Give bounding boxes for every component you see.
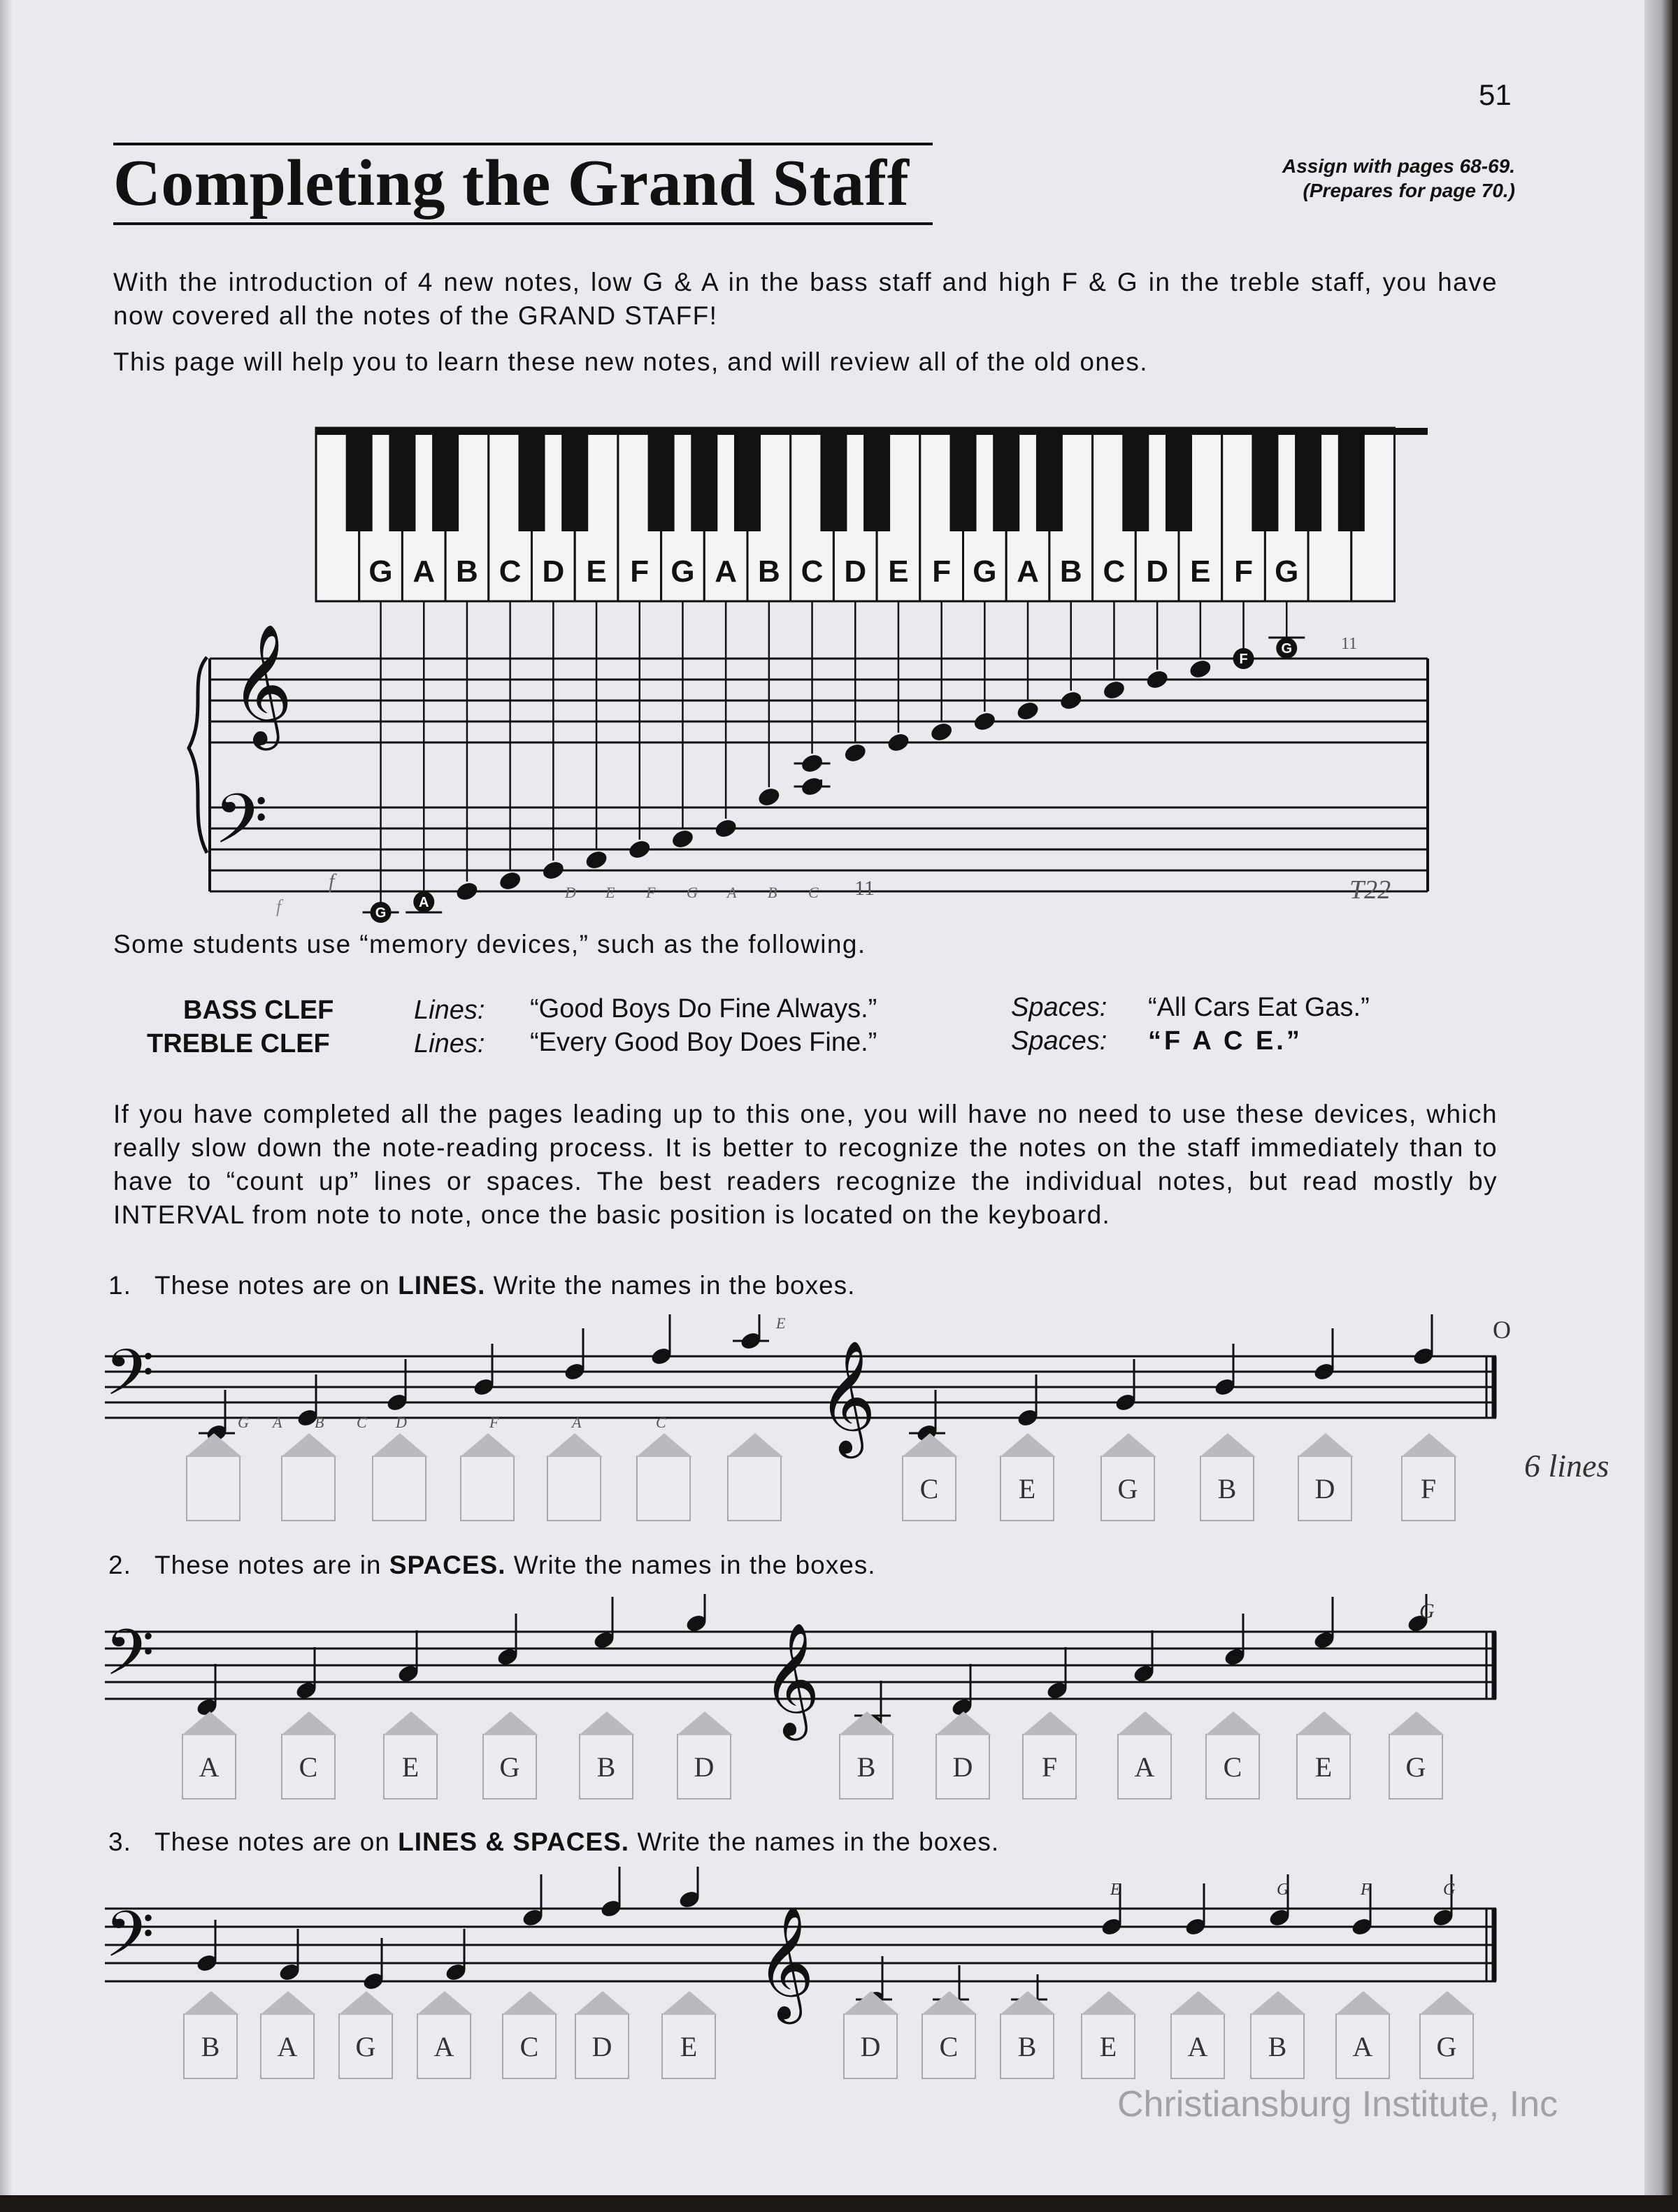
- key-letter-d: D: [1146, 554, 1169, 589]
- key-letter-a: A: [413, 554, 436, 589]
- answer-box[interactable]: [281, 1734, 336, 1800]
- answer-text: G: [1405, 1751, 1426, 1783]
- assignment-line-2: (Prepares for page 70.): [1303, 180, 1515, 201]
- pencil-letter: F: [646, 884, 656, 901]
- key-letter-g: G: [368, 554, 393, 589]
- key-letter-b: B: [757, 554, 780, 589]
- black-key: [691, 428, 717, 531]
- answer-box[interactable]: [1100, 1456, 1155, 1521]
- treble-clef-icon: 𝄞: [762, 1622, 820, 1737]
- answer-box-cap: [383, 1711, 439, 1735]
- treble-lines-mnemonic: “Every Good Boy Does Fine.”: [530, 1028, 877, 1057]
- black-key: [993, 428, 1019, 531]
- answer-box[interactable]: [843, 2013, 898, 2079]
- treble-clef-icon: 𝄞: [231, 624, 293, 745]
- pencil-letter: E: [776, 1314, 786, 1332]
- keyboard-grand-staff-figure: [0, 412, 1644, 930]
- pencil-letter: C: [808, 884, 819, 901]
- answer-box-cap: [1081, 1991, 1137, 2015]
- answer-box[interactable]: [1296, 1734, 1351, 1800]
- bass-clef-icon: 𝄢: [105, 1897, 155, 1987]
- exercise-3-staff: [0, 1867, 1644, 2076]
- note-head-c: [1101, 679, 1126, 702]
- treble-lines-label: Lines:: [414, 1029, 485, 1058]
- figure-handwriting: [276, 635, 1391, 917]
- note-head-f: [928, 721, 954, 744]
- answer-box[interactable]: [1000, 2013, 1054, 2079]
- note-head-b: [756, 786, 782, 809]
- answer-box-cap: [1419, 1991, 1475, 2015]
- answer-box-cap: [260, 1991, 316, 2015]
- answer-box[interactable]: [417, 2013, 471, 2079]
- answer-box-cap: [1100, 1433, 1156, 1457]
- note-head-d: [842, 742, 868, 765]
- page-number: 51: [1479, 78, 1512, 111]
- answer-box[interactable]: [579, 1734, 633, 1800]
- answer-box[interactable]: [1081, 2013, 1135, 2079]
- answer-box-cap: [1200, 1433, 1256, 1457]
- key-letter-b: B: [456, 554, 478, 589]
- black-key: [1295, 428, 1321, 531]
- answer-box[interactable]: [1389, 1734, 1443, 1800]
- pencil-mark: F: [1361, 1881, 1371, 1899]
- key-letter-e: E: [1190, 554, 1211, 589]
- answer-box-cap: [1117, 1711, 1173, 1735]
- answer-box[interactable]: [1401, 1456, 1456, 1521]
- answer-box-cap: [677, 1711, 733, 1735]
- answer-box[interactable]: [281, 1456, 336, 1521]
- answer-box-cap: [547, 1433, 603, 1457]
- pencil-mark: G: [1443, 1881, 1456, 1899]
- note-head-a: [1015, 700, 1040, 723]
- key-letter-d: D: [844, 554, 867, 589]
- answer-box[interactable]: [677, 1734, 731, 1800]
- bass-lines-mnemonic: “Good Boys Do Fine Always.”: [530, 994, 877, 1024]
- answer-box-cap: [839, 1711, 895, 1735]
- grand-staff-brace: [189, 657, 207, 853]
- answer-box[interactable]: [727, 1456, 782, 1521]
- pencil-letter: A: [727, 884, 737, 901]
- pencil-letter: G: [687, 884, 698, 901]
- answer-box[interactable]: [547, 1456, 601, 1521]
- black-key: [432, 428, 459, 531]
- note-head-g: [670, 828, 695, 851]
- note-head-e: [1188, 658, 1213, 681]
- answer-box[interactable]: [839, 1734, 894, 1800]
- note-head-a: [713, 817, 738, 840]
- answer-box[interactable]: [1170, 2013, 1225, 2079]
- key-letter-e: E: [586, 554, 607, 589]
- answer-text: D: [694, 1751, 715, 1783]
- circled-note-letter: F: [1239, 652, 1248, 667]
- answer-box-cap: [1296, 1711, 1352, 1735]
- bass-clef-icon: 𝄢: [214, 780, 268, 877]
- answer-box[interactable]: [1419, 2013, 1474, 2079]
- answer-box[interactable]: [1205, 1734, 1260, 1800]
- answer-box-cap: [1389, 1711, 1444, 1735]
- answer-box[interactable]: [183, 2013, 238, 2079]
- bass-spaces-mnemonic: “All Cars Eat Gas.”: [1148, 993, 1370, 1022]
- page-edge-shadow: [1644, 0, 1672, 2195]
- pencil-letter: C: [656, 1414, 666, 1431]
- advice-paragraph: If you have completed all the pages leading up to this one, you will have no need to use these devices, which really slow down the note-reading process. It is better to recognize the notes on the staff immediately than to have to “count up” lines or spaces. The best readers recognize the individual notes, but read mostly by INTERVAL from note to note, once the basic position is located on the keyboard.: [113, 1100, 1498, 1229]
- exercise-1-label: 1. These notes are on LINES. Write the names in the boxes.: [108, 1271, 856, 1300]
- answer-box[interactable]: [1000, 1456, 1054, 1521]
- answer-box[interactable]: [182, 1734, 236, 1800]
- pencil-ledger-f: f: [329, 870, 335, 893]
- answer-box[interactable]: [260, 2013, 315, 2079]
- watermark: Christiansburg Institute, Inc: [1117, 2084, 1558, 2125]
- black-key: [1338, 428, 1365, 531]
- exercise-1-staff: [0, 1314, 1644, 1517]
- answer-box[interactable]: [902, 1456, 956, 1521]
- answer-text: G: [355, 2031, 376, 2062]
- answer-text: A: [1187, 2031, 1208, 2062]
- answer-box-cap: [843, 1991, 899, 2015]
- key-letter-f: F: [932, 554, 952, 589]
- black-key: [1036, 428, 1063, 531]
- bass-lines-label: Lines:: [414, 996, 485, 1025]
- answer-text: G: [1117, 1473, 1138, 1504]
- answer-box-cap: [1000, 1433, 1056, 1457]
- answer-box-cap: [1401, 1433, 1457, 1457]
- margin-note-6-lines: 6 lines: [1524, 1448, 1609, 1484]
- answer-text: D: [860, 2031, 881, 2062]
- answer-text: C: [1223, 1751, 1242, 1783]
- answer-box-cap: [338, 1991, 394, 2015]
- black-key: [734, 428, 761, 531]
- answer-text: E: [1099, 2031, 1117, 2062]
- answer-text: E: [1314, 1751, 1333, 1783]
- note-head-c: [497, 870, 522, 893]
- key-letter-f: F: [1234, 554, 1253, 589]
- title-rule-bottom: [113, 222, 933, 225]
- answer-text: A: [199, 1751, 220, 1783]
- answer-box[interactable]: [338, 2013, 393, 2079]
- pencil-mark: G: [1277, 1881, 1289, 1899]
- answer-text: E: [680, 2031, 698, 2062]
- leader-lines: [381, 601, 1287, 903]
- answer-box[interactable]: [1200, 1456, 1254, 1521]
- circled-note-letter: G: [375, 905, 387, 921]
- note-head-d: [1145, 668, 1170, 691]
- exercise-2-label: 2. These notes are in SPACES. Write the names in the boxes.: [108, 1551, 876, 1579]
- answer-text: C: [919, 1473, 939, 1504]
- answer-box[interactable]: [383, 1734, 438, 1800]
- treble-clef-icon: 𝄞: [818, 1340, 876, 1454]
- answer-text: A: [277, 2031, 298, 2062]
- pencil-letter: G: [238, 1414, 249, 1431]
- memory-intro: Some students use “memory devices,” such as the following.: [113, 930, 866, 958]
- answer-box-cap: [460, 1433, 516, 1457]
- key-letter-f: F: [630, 554, 650, 589]
- black-key: [950, 428, 977, 531]
- answer-box-cap: [281, 1433, 337, 1457]
- answer-box[interactable]: [922, 2013, 976, 2079]
- black-key: [648, 428, 675, 531]
- key-letter-e: E: [888, 554, 909, 589]
- answer-text: B: [1217, 1473, 1237, 1504]
- answer-text: B: [201, 2031, 220, 2062]
- circled-note-letter: G: [1281, 641, 1293, 656]
- key-letter-c: C: [801, 554, 824, 589]
- key-letter-a: A: [1017, 554, 1039, 589]
- bass-clef-icon: 𝄢: [105, 1616, 155, 1706]
- key-letter-c: C: [499, 554, 522, 589]
- answer-box[interactable]: [372, 1456, 426, 1521]
- answer-box-cap: [281, 1711, 337, 1735]
- answer-box-cap: [1170, 1991, 1226, 2015]
- grand-staff-lines: [210, 659, 1428, 891]
- pencil-letter: A: [572, 1414, 582, 1431]
- answer-box-cap: [1000, 1991, 1056, 2015]
- answer-box-cap: [661, 1991, 717, 2015]
- page-title: Completing the Grand Staff: [113, 147, 910, 220]
- answer-box-cap: [482, 1711, 538, 1735]
- assignment-line-1: Assign with pages 68-69.: [1282, 155, 1515, 177]
- answer-box-cap: [182, 1711, 238, 1735]
- key-letter-g: G: [973, 554, 997, 589]
- pencil-mark-t22: T22: [1349, 875, 1391, 905]
- answer-text: F: [1420, 1473, 1437, 1504]
- answer-text: G: [1436, 2031, 1457, 2062]
- pencil-mark-o: O: [1493, 1316, 1511, 1344]
- black-key: [1122, 428, 1149, 531]
- pencil-tick: 11: [1341, 635, 1358, 653]
- answer-box-cap: [1205, 1711, 1261, 1735]
- answer-text: G: [499, 1751, 520, 1783]
- answer-text: C: [519, 2031, 539, 2062]
- pencil-letter: E: [605, 884, 615, 901]
- answer-box-cap: [727, 1433, 783, 1457]
- answer-box-cap: [1250, 1991, 1306, 2015]
- answer-box-cap: [575, 1991, 631, 2015]
- black-key: [820, 428, 847, 531]
- note-head-g: [972, 710, 997, 733]
- answer-box-cap: [186, 1433, 242, 1457]
- answer-text: F: [1041, 1751, 1058, 1783]
- answer-text: B: [596, 1751, 616, 1783]
- answer-box-cap: [502, 1991, 558, 2015]
- answer-box-cap: [902, 1433, 958, 1457]
- note-head-d: [540, 859, 566, 882]
- answer-box-cap: [1335, 1991, 1391, 2015]
- answer-box-cap: [417, 1991, 473, 2015]
- answer-box[interactable]: [1022, 1734, 1077, 1800]
- answer-box-cap: [636, 1433, 692, 1457]
- bass-clef-label: BASS CLEF: [183, 996, 334, 1025]
- answer-text: A: [1352, 2031, 1373, 2062]
- key-letter-a: A: [715, 554, 738, 589]
- answer-text: C: [939, 2031, 959, 2062]
- answer-box[interactable]: [1335, 2013, 1390, 2079]
- answer-box[interactable]: [482, 1734, 537, 1800]
- keyboard-top-bar: [316, 428, 1428, 435]
- treble-spaces-label: Spaces:: [1011, 1026, 1107, 1056]
- answer-text: D: [952, 1751, 973, 1783]
- answer-box[interactable]: [575, 2013, 629, 2079]
- bass-clef-icon: 𝄢: [105, 1335, 155, 1425]
- answer-box-cap: [579, 1711, 635, 1735]
- page-gutter-shadow: [0, 0, 13, 2195]
- answer-text: C: [299, 1751, 318, 1783]
- intro-paragraph-2: This page will help you to learn these new notes, and will review all of the old ones.: [113, 347, 1148, 376]
- note-head-c: [799, 752, 824, 775]
- answer-box-cap: [1298, 1433, 1354, 1457]
- black-key: [561, 428, 588, 531]
- black-key: [1166, 428, 1192, 531]
- black-key: [1252, 428, 1278, 531]
- answer-box[interactable]: [502, 2013, 557, 2079]
- pencil-letter: C: [357, 1414, 367, 1431]
- black-key: [389, 428, 415, 531]
- pencil-mark: E: [1110, 1881, 1121, 1899]
- pencil-letter: B: [768, 884, 777, 901]
- note-head-b: [1059, 689, 1084, 712]
- key-letter-g: G: [1275, 554, 1299, 589]
- note-head-e: [886, 731, 911, 754]
- black-key: [346, 428, 373, 531]
- black-key: [863, 428, 890, 531]
- answer-box-cap: [1022, 1711, 1078, 1735]
- treble-clef-label: TREBLE CLEF: [147, 1029, 330, 1058]
- pencil-ledger-f: f: [276, 896, 282, 917]
- answer-box[interactable]: [1250, 2013, 1305, 2079]
- answer-box-cap: [372, 1433, 428, 1457]
- pencil-letter: B: [315, 1414, 324, 1431]
- answer-box[interactable]: [935, 1734, 990, 1800]
- note-head-b: [454, 880, 480, 903]
- answer-box[interactable]: [460, 1456, 515, 1521]
- circled-note-letter: A: [419, 895, 429, 910]
- note-head-e: [584, 849, 609, 872]
- answer-box[interactable]: [636, 1456, 691, 1521]
- pencil-letter: D: [396, 1414, 407, 1431]
- answer-text: A: [433, 2031, 454, 2062]
- answer-box-cap: [183, 1991, 239, 2015]
- exercise-3-label: 3. These notes are on LINES & SPACES. Write the names in the boxes.: [108, 1827, 1000, 1856]
- treble-clef-icon: 𝄞: [756, 1905, 815, 2020]
- bass-spaces-label: Spaces:: [1011, 993, 1107, 1022]
- answer-text: E: [1018, 1473, 1036, 1504]
- intro-paragraph-1: With the introduction of 4 new notes, low G & A in the bass staff and high F & G in the treble staff, you have now covered all the notes of the GRAND STAFF!: [113, 268, 1498, 330]
- key-letter-g: G: [671, 554, 695, 589]
- pencil-letter: D: [565, 884, 576, 901]
- answer-text: E: [401, 1751, 420, 1783]
- answer-box[interactable]: [186, 1456, 241, 1521]
- answer-text: B: [856, 1751, 876, 1783]
- pencil-letter: A: [273, 1414, 282, 1431]
- answer-text: D: [591, 2031, 612, 2062]
- key-letter-c: C: [1103, 554, 1126, 589]
- answer-box[interactable]: [1117, 1734, 1172, 1800]
- pencil-tick: 11: [854, 877, 875, 900]
- answer-box-cap: [935, 1711, 991, 1735]
- pencil-mark-g: G: [1419, 1600, 1435, 1623]
- answer-box[interactable]: [661, 2013, 716, 2079]
- pencil-letter: F: [489, 1414, 499, 1431]
- assignment-note: [1282, 154, 1515, 203]
- answer-box-cap: [922, 1991, 977, 2015]
- answer-text: A: [1134, 1751, 1155, 1783]
- key-letter-d: D: [542, 554, 565, 589]
- key-letter-b: B: [1059, 554, 1082, 589]
- answer-text: B: [1268, 2031, 1287, 2062]
- answer-text: B: [1017, 2031, 1037, 2062]
- answer-box[interactable]: [1298, 1456, 1352, 1521]
- black-key: [519, 428, 545, 531]
- treble-spaces-mnemonic: “F A C E.”: [1148, 1026, 1303, 1056]
- note-head-f: [627, 838, 652, 861]
- answer-text: D: [1314, 1473, 1335, 1504]
